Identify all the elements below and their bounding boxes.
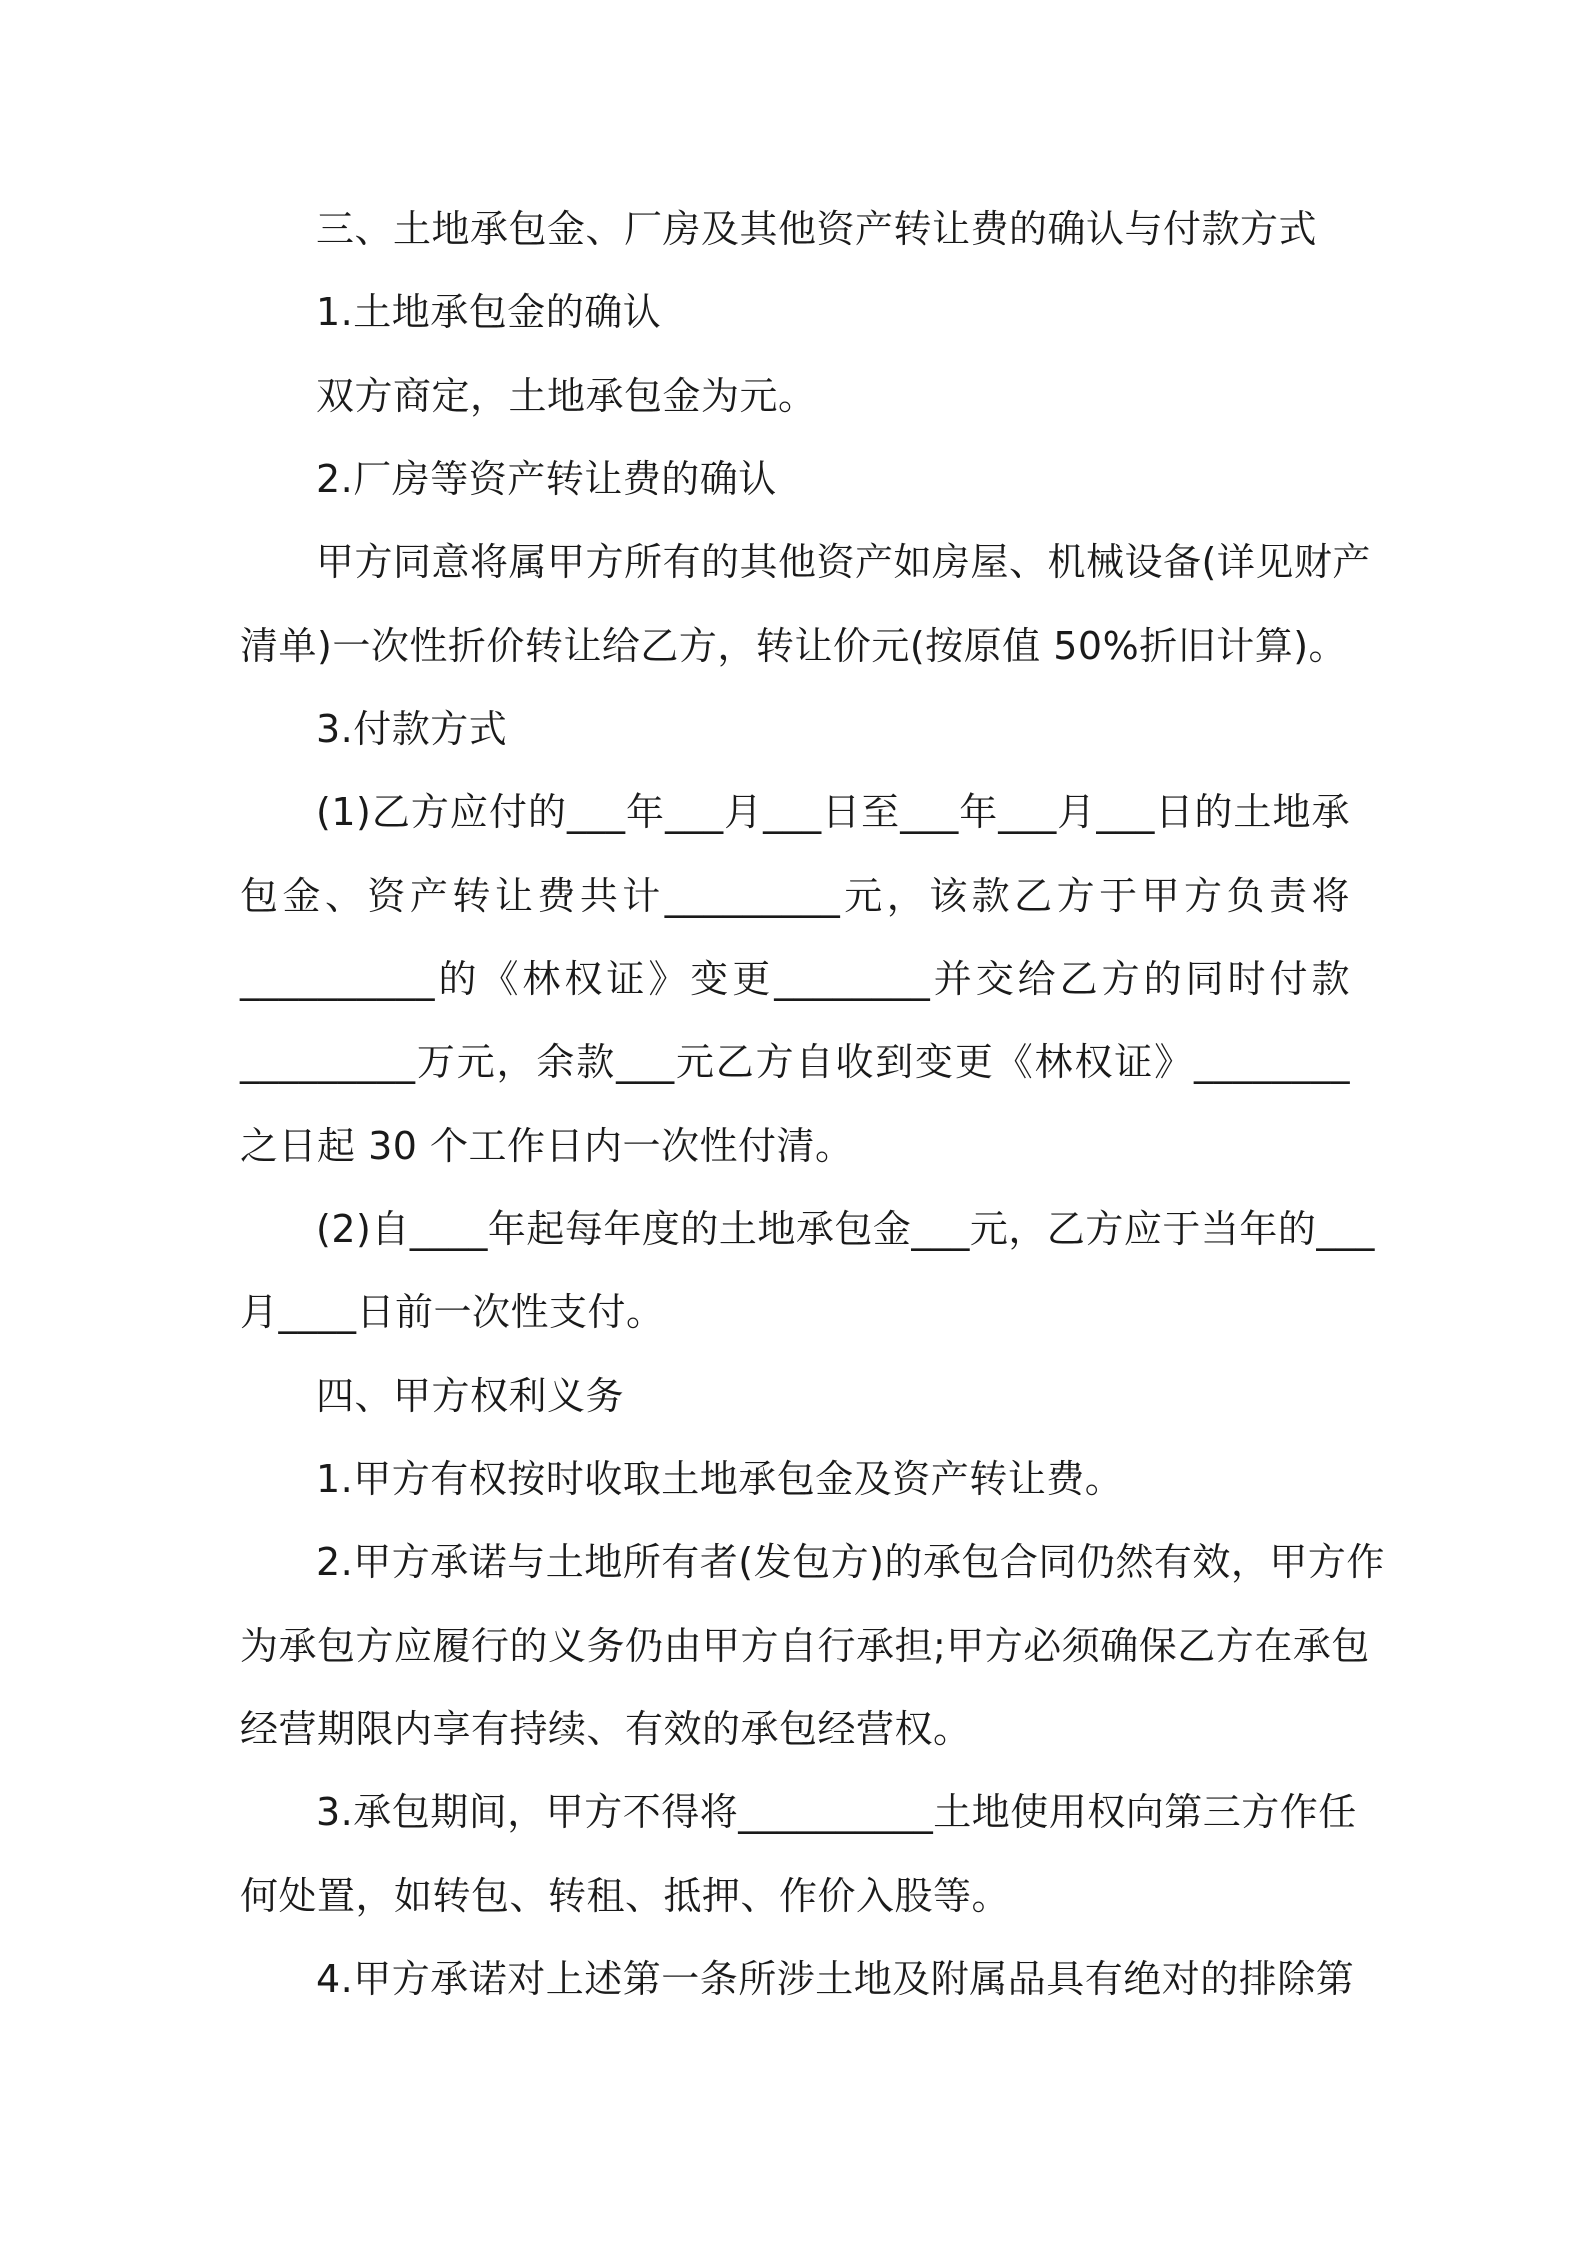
paragraph-line: 之日起 30 个工作日内一次性付清。	[240, 1124, 854, 1168]
subheading-payment: 3.付款方式	[316, 707, 508, 751]
paragraph-line: 3.承包期间，甲方不得将__________土地使用权向第三方作任	[316, 1790, 1357, 1834]
paragraph-line: 双方商定，土地承包金为元。	[316, 374, 817, 418]
paragraph-line: 月____日前一次性支付。	[240, 1290, 665, 1334]
paragraph-line: 何处置，如转包、转租、抵押、作价入股等。	[240, 1874, 1011, 1918]
subheading-land-fee: 1.土地承包金的确认	[316, 290, 662, 334]
paragraph-line: 包金、资产转让费共计_________元，该款乙方于甲方负责将	[240, 874, 1350, 918]
paragraph-line: 1.甲方有权按时收取土地承包金及资产转让费。	[316, 1457, 1124, 1501]
paragraph-line: 经营期限内享有持续、有效的承包经营权。	[240, 1707, 972, 1751]
paragraph-line: 清单)一次性折价转让给乙方，转让价元(按原值 50%折旧计算)。	[240, 624, 1348, 668]
paragraph-line: 4.甲方承诺对上述第一条所涉土地及附属品具有绝对的排除第	[316, 1957, 1355, 2001]
paragraph-line: 为承包方应履行的义务仍由甲方自行承担;甲方必须确保乙方在承包	[240, 1624, 1370, 1668]
section-heading-4: 四、甲方权利义务	[316, 1374, 625, 1418]
subheading-asset-fee: 2.厂房等资产转让费的确认	[316, 457, 777, 501]
paragraph-line: (1)乙方应付的___年___月___日至___年___月___日的土地承	[316, 790, 1350, 834]
paragraph-line: __________的《林权证》变更________并交给乙方的同时付款	[240, 957, 1350, 1001]
section-heading-3: 三、土地承包金、厂房及其他资产转让费的确认与付款方式	[316, 207, 1318, 251]
paragraph-line: (2)自____年起每年度的土地承包金___元，乙方应于当年的___	[316, 1207, 1375, 1251]
paragraph-line: 2.甲方承诺与土地所有者(发包方)的承包合同仍然有效，甲方作	[316, 1540, 1385, 1584]
paragraph-line: _________万元，余款___元乙方自收到变更《林权证》________	[240, 1040, 1350, 1084]
paragraph-line: 甲方同意将属甲方所有的其他资产如房屋、机械设备(详见财产	[316, 540, 1371, 584]
